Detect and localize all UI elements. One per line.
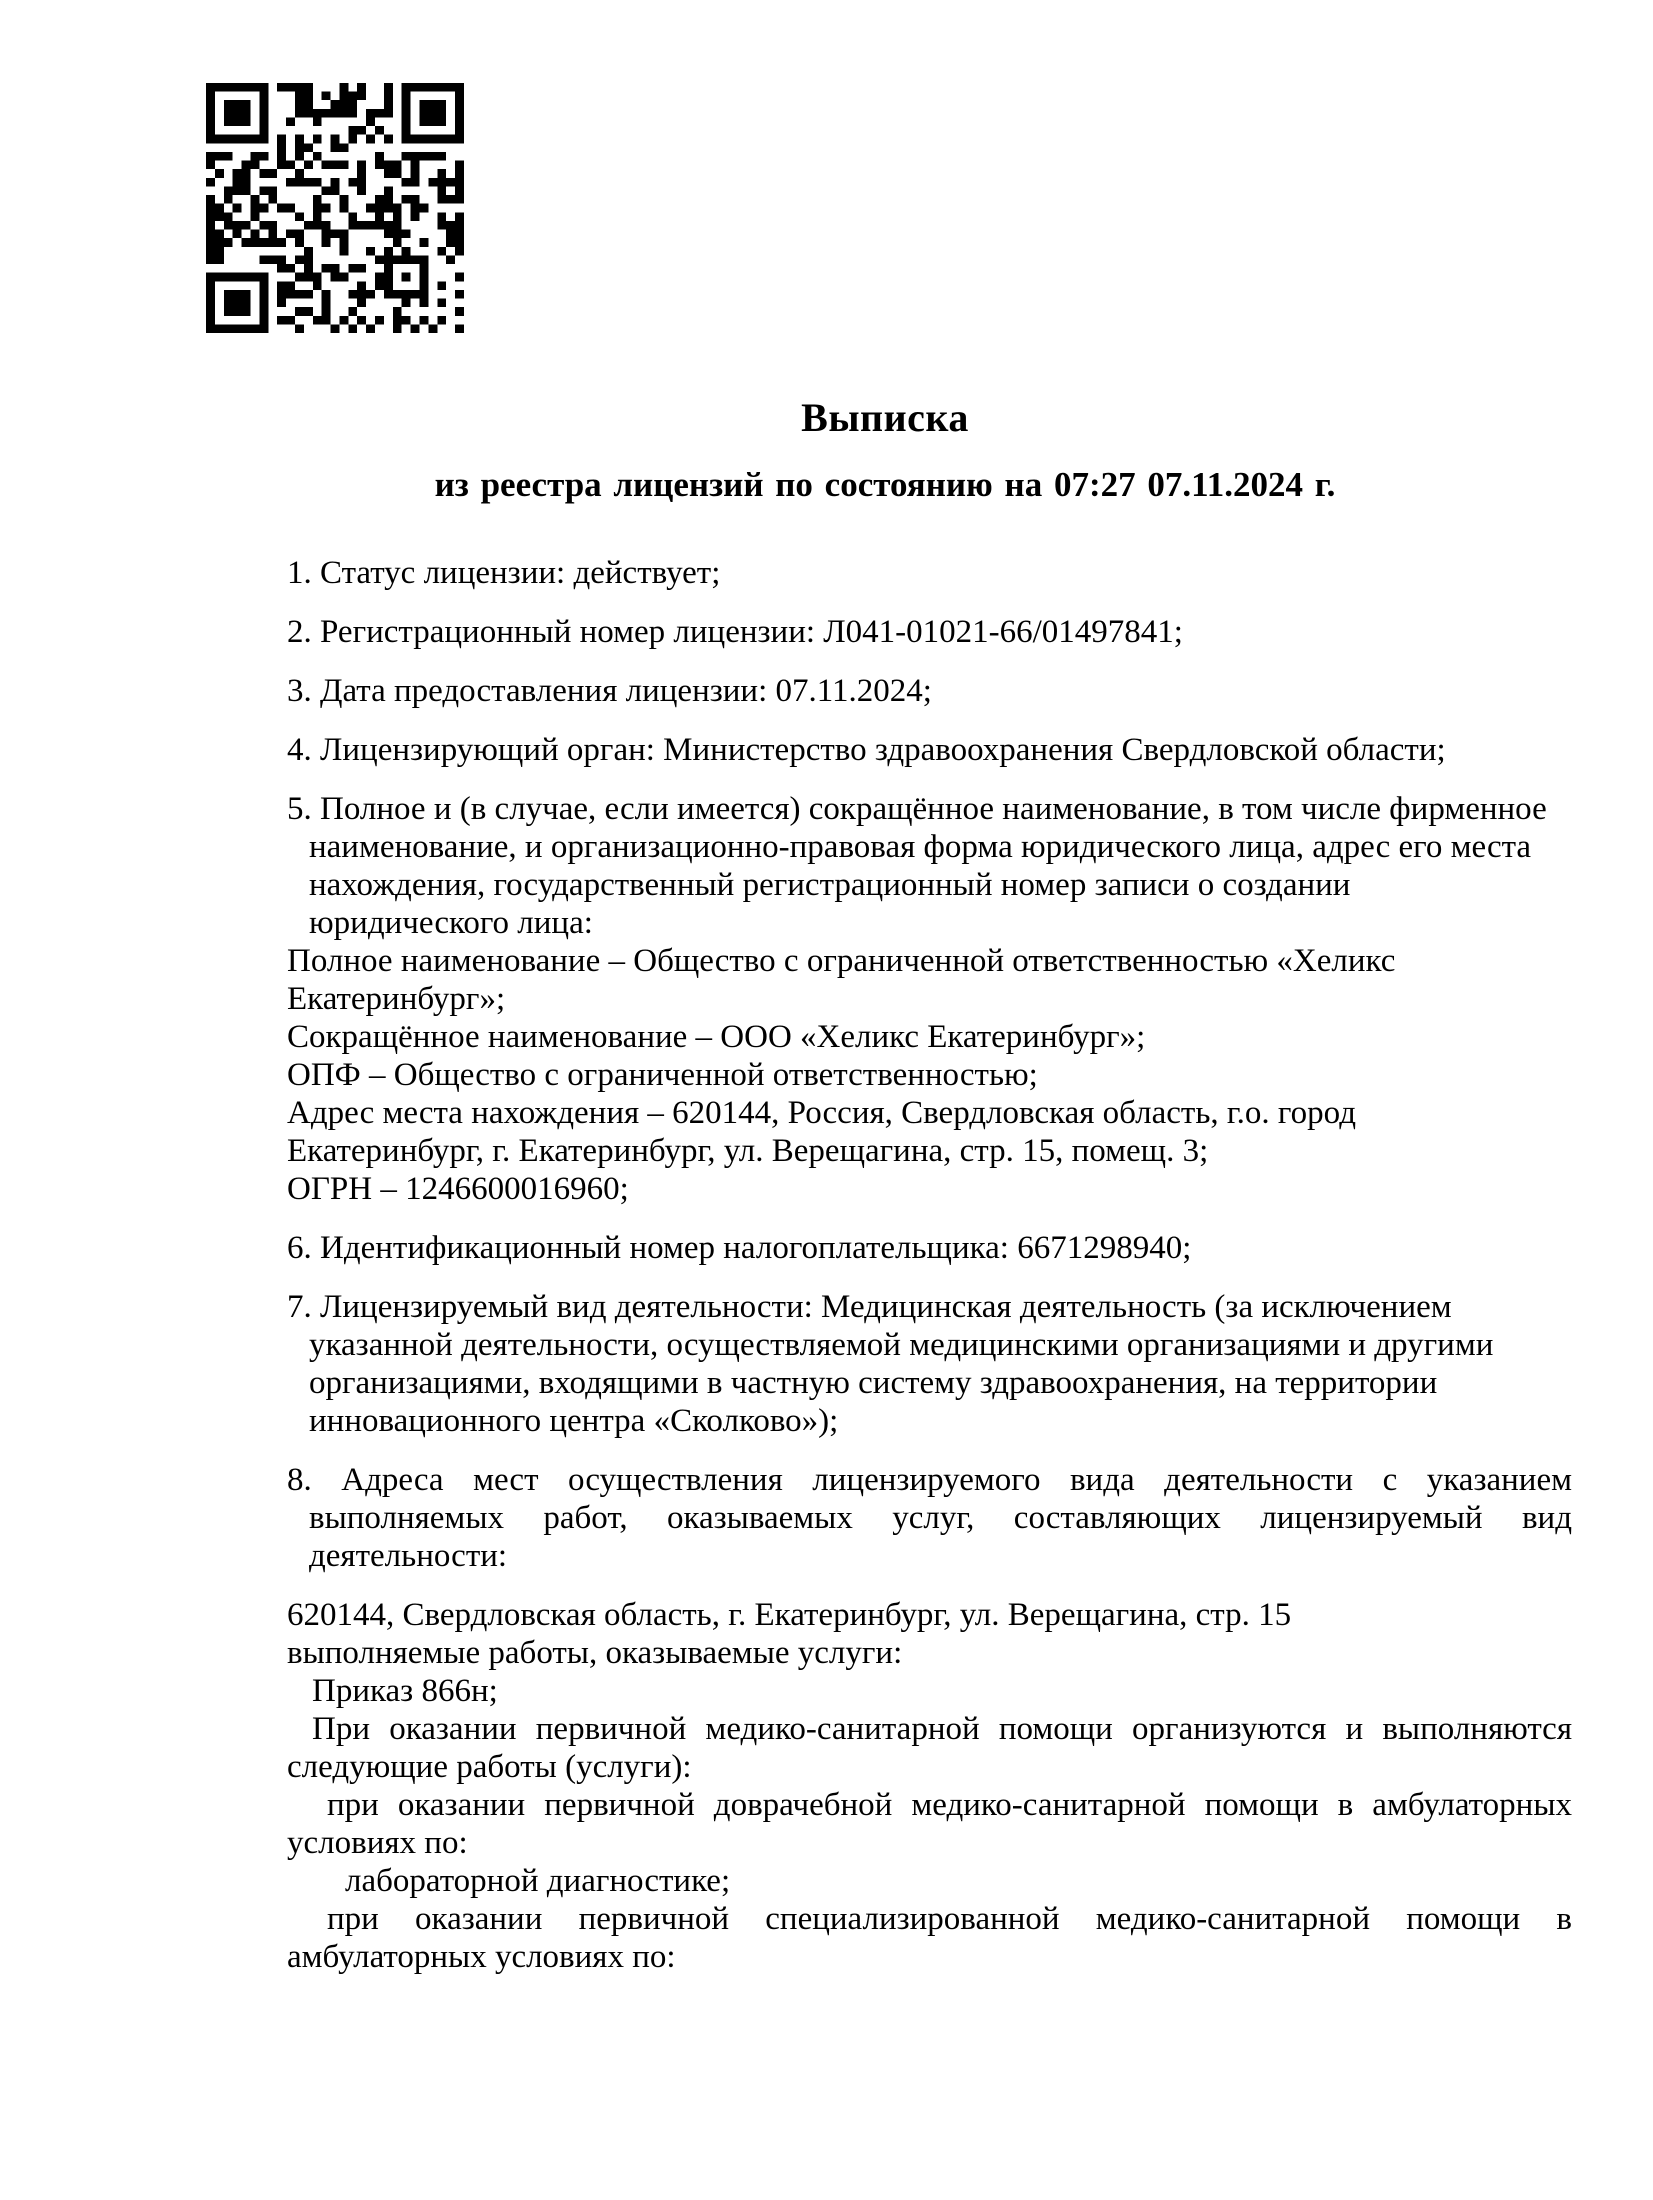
document-line: Адрес места нахождения – 620144, Россия, Свердловская область, г.о. город xyxy=(287,1095,1356,1131)
document-line: нахождения, государственный регистрационный номер записи о создании xyxy=(309,867,1351,903)
document-line: При оказании первичной медико-санитарной помощи организуются и выполняются xyxy=(312,1711,1572,1747)
document-line: условиях по: xyxy=(287,1825,468,1861)
document-line: 5. Полное и (в случае, если имеется) сокращённое наименование, в том числе фирменное xyxy=(287,791,1547,827)
document-line: организациями, входящими в частную систему здравоохранения, на территории xyxy=(309,1365,1438,1401)
document-line: 3. Дата предоставления лицензии: 07.11.2024; xyxy=(287,673,932,709)
document-line: следующие работы (услуги): xyxy=(287,1749,692,1785)
document-line: наименование, и организационно-правовая форма юридического лица, адрес его места xyxy=(309,829,1532,865)
document-subtitle: из реестра лицензий по состоянию на 07:27 07.11.2024 г. xyxy=(434,465,1336,504)
document-header xyxy=(287,395,1483,504)
document-line: 2. Регистрационный номер лицензии: Л041-01021-66/01497841; xyxy=(287,614,1183,650)
document-line: 8. Адреса мест осуществления лицензируемого вида деятельности с указанием xyxy=(287,1462,1572,1498)
document-line: Сокращённое наименование – ООО «Хеликс Екатеринбург»; xyxy=(287,1019,1146,1055)
document-line: при оказании первичной доврачебной медико-санитарной помощи в амбулаторных xyxy=(327,1787,1572,1823)
document-line: 4. Лицензирующий орган: Министерство здравоохранения Свердловской области; xyxy=(287,732,1446,768)
document-line: 6. Идентификационный номер налогоплательщика: 6671298940; xyxy=(287,1230,1192,1266)
document-line: 1. Статус лицензии: действует; xyxy=(287,555,721,591)
document-line: при оказании первичной специализированной медико-санитарной помощи в xyxy=(327,1901,1572,1937)
document-line: указанной деятельности, осуществляемой медицинскими организациями и другими xyxy=(309,1327,1494,1363)
document-content xyxy=(287,395,1572,1976)
document-line: Екатеринбург»; xyxy=(287,981,506,1017)
document-line: ОГРН – 1246600016960; xyxy=(287,1171,629,1207)
document-line: выполняемых работ, оказываемых услуг, составляющих лицензируемый вид xyxy=(309,1500,1572,1536)
document-body xyxy=(287,554,1572,1976)
document-line: амбулаторных условиях по: xyxy=(287,1939,676,1975)
document-line: юридического лица: xyxy=(309,905,593,941)
document-line: Полное наименование – Общество с ограниченной ответственностью «Хеликс xyxy=(287,943,1396,979)
document-line: лабораторной диагностике; xyxy=(345,1863,731,1899)
document-line: ОПФ – Общество с ограниченной ответственностью; xyxy=(287,1057,1038,1093)
document-line: выполняемые работы, оказываемые услуги: xyxy=(287,1635,903,1671)
document-line: инновационного центра «Сколково»); xyxy=(309,1403,839,1439)
document-line: 7. Лицензируемый вид деятельности: Медицинская деятельность (за исключением xyxy=(287,1289,1452,1325)
document-line: Екатеринбург, г. Екатеринбург, ул. Верещагина, стр. 15, помещ. 3; xyxy=(287,1133,1209,1169)
document-line: Приказ 866н; xyxy=(312,1673,498,1709)
document-line: 620144, Свердловская область, г. Екатеринбург, ул. Верещагина, стр. 15 xyxy=(287,1597,1292,1633)
qr-code-icon xyxy=(206,83,464,333)
document-title: Выписка xyxy=(801,395,969,440)
document-line: деятельности: xyxy=(309,1538,508,1574)
